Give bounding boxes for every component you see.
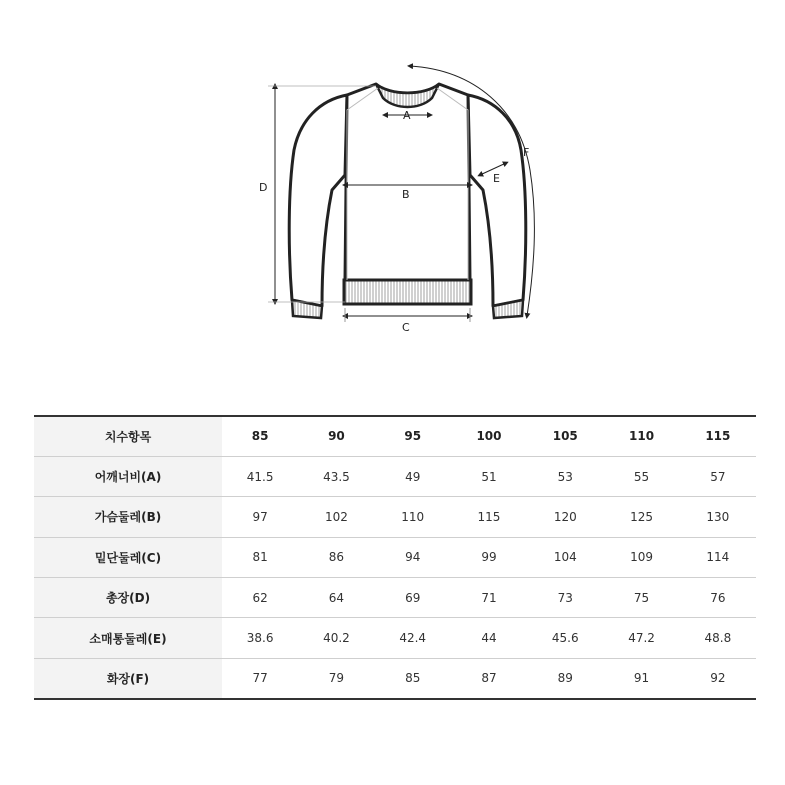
table-cell: 42.4 bbox=[375, 618, 451, 658]
table-cell: 48.8 bbox=[680, 618, 756, 658]
table-cell: 79 bbox=[298, 658, 374, 698]
size-95: 95 bbox=[375, 416, 451, 456]
table-cell: 125 bbox=[603, 497, 679, 537]
table-row bbox=[34, 456, 756, 496]
label-c: C bbox=[402, 321, 410, 334]
table-cell: 85 bbox=[375, 658, 451, 698]
table-cell: 109 bbox=[603, 537, 679, 577]
row-label: 총장(D) bbox=[34, 578, 222, 618]
table-cell: 45.6 bbox=[527, 618, 603, 658]
hem-rib bbox=[344, 280, 471, 304]
table-cell: 51 bbox=[451, 456, 527, 496]
table-row bbox=[34, 578, 756, 618]
table-cell: 75 bbox=[603, 578, 679, 618]
table-cell: 40.2 bbox=[298, 618, 374, 658]
table-cell: 44 bbox=[451, 618, 527, 658]
size-105: 105 bbox=[527, 416, 603, 456]
table-cell: 86 bbox=[298, 537, 374, 577]
label-b: B bbox=[402, 188, 410, 201]
table-cell: 62 bbox=[222, 578, 298, 618]
table-cell: 41.5 bbox=[222, 456, 298, 496]
row-label: 소매통둘레(E) bbox=[34, 618, 222, 658]
row-label: 어깨너비(A) bbox=[34, 456, 222, 496]
table-cell: 102 bbox=[298, 497, 374, 537]
table-cell: 43.5 bbox=[298, 456, 374, 496]
table-cell: 69 bbox=[375, 578, 451, 618]
table-cell: 120 bbox=[527, 497, 603, 537]
sweatshirt-measurement-diagram bbox=[0, 0, 785, 360]
size-table bbox=[34, 415, 756, 700]
table-cell: 47.2 bbox=[603, 618, 679, 658]
table-cell: 81 bbox=[222, 537, 298, 577]
size-115: 115 bbox=[680, 416, 756, 456]
table-row bbox=[34, 537, 756, 577]
table-cell: 110 bbox=[375, 497, 451, 537]
table-cell: 77 bbox=[222, 658, 298, 698]
table-row bbox=[34, 658, 756, 698]
table-cell: 38.6 bbox=[222, 618, 298, 658]
row-label: 화장(F) bbox=[34, 658, 222, 698]
table-row bbox=[34, 618, 756, 658]
table-row bbox=[34, 497, 756, 537]
size-90: 90 bbox=[298, 416, 374, 456]
table-cell: 91 bbox=[603, 658, 679, 698]
table-cell: 73 bbox=[527, 578, 603, 618]
table-cell: 114 bbox=[680, 537, 756, 577]
table-cell: 115 bbox=[451, 497, 527, 537]
table-cell: 71 bbox=[451, 578, 527, 618]
table-cell: 53 bbox=[527, 456, 603, 496]
table-cell: 130 bbox=[680, 497, 756, 537]
table-header-row bbox=[34, 416, 756, 456]
table-cell: 49 bbox=[375, 456, 451, 496]
table-cell: 92 bbox=[680, 658, 756, 698]
table-cell: 64 bbox=[298, 578, 374, 618]
table-cell: 57 bbox=[680, 456, 756, 496]
table-cell: 89 bbox=[527, 658, 603, 698]
size-85: 85 bbox=[222, 416, 298, 456]
label-d: D bbox=[259, 181, 268, 194]
header-label: 치수항목 bbox=[34, 416, 222, 456]
table-cell: 55 bbox=[603, 456, 679, 496]
label-f: F bbox=[523, 146, 530, 159]
size-100: 100 bbox=[451, 416, 527, 456]
table-cell: 76 bbox=[680, 578, 756, 618]
table-cell: 99 bbox=[451, 537, 527, 577]
label-e: E bbox=[493, 172, 500, 185]
row-label: 가슴둘레(B) bbox=[34, 497, 222, 537]
table-cell: 94 bbox=[375, 537, 451, 577]
row-label: 밑단둘레(C) bbox=[34, 537, 222, 577]
label-a: A bbox=[403, 109, 411, 122]
table-cell: 87 bbox=[451, 658, 527, 698]
table-cell: 104 bbox=[527, 537, 603, 577]
size-110: 110 bbox=[603, 416, 679, 456]
table-cell: 97 bbox=[222, 497, 298, 537]
